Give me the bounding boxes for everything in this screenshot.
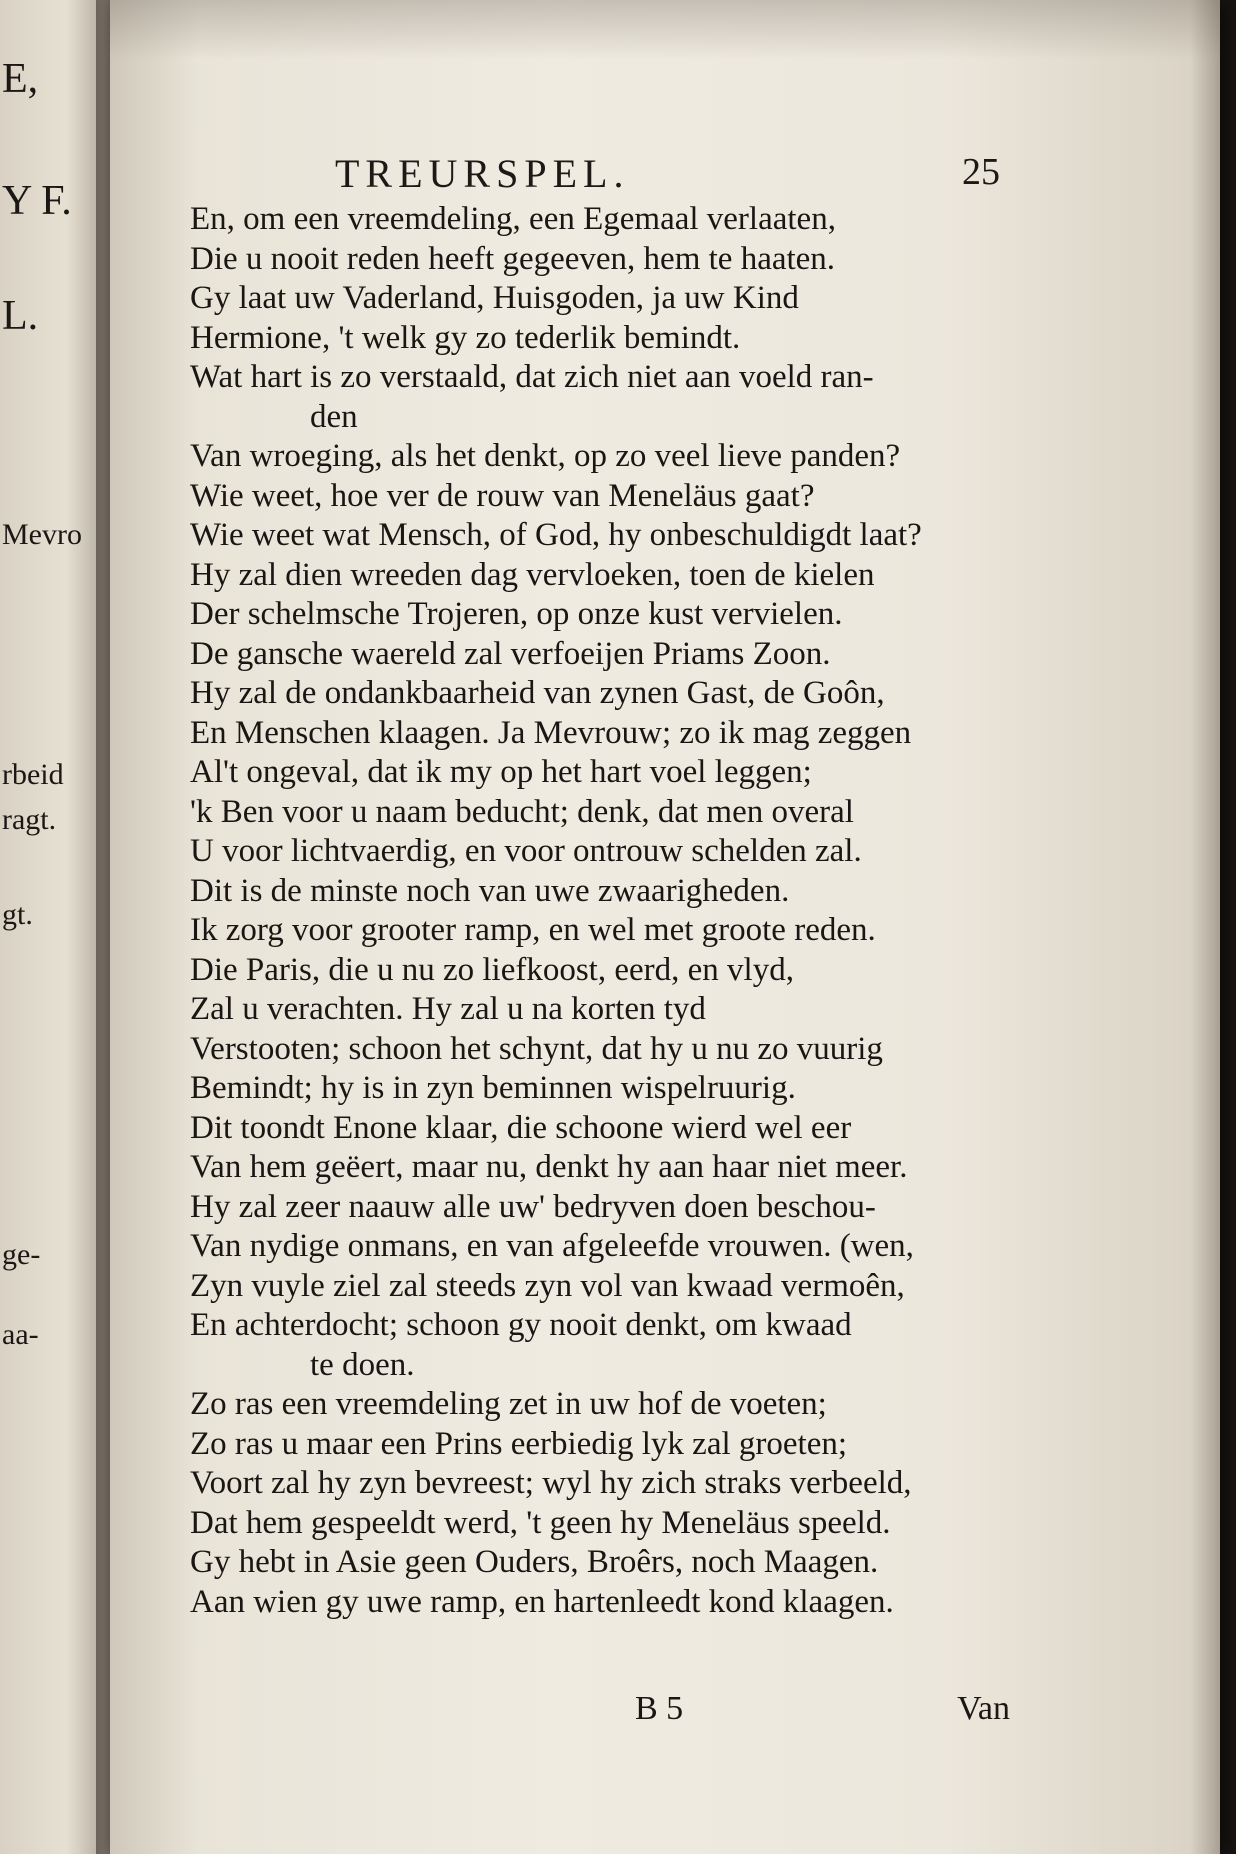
verse-line: Hy zal de ondankbaarheid van zynen Gast, de Goôn,	[190, 675, 885, 711]
verse-line: Hermione, 't welk gy zo tederlik bemindt.	[190, 319, 741, 356]
verse-line: Wie weet wat Mensch, of God, hy onbeschuldigdt laat?	[190, 517, 922, 553]
verse-line: Dat hem gespeeldt werd, 't geen hy Meneläus speeld.	[190, 1504, 891, 1541]
page-header	[155, 150, 1000, 200]
verse-line: Verstooten; schoon het schynt, dat hy u nu zo vuurig	[190, 1030, 883, 1067]
verse-line: Dit is de minste noch van uwe zwaarigheden.	[190, 872, 790, 909]
left-fragment: L.	[2, 293, 39, 339]
page-footer	[190, 1690, 1010, 1730]
verse-line: U voor lichtvaerdig, en voor ontrouw schelden zal.	[190, 833, 862, 869]
left-fragment: ge-	[2, 1238, 41, 1271]
verse-line: Ik zorg voor grooter ramp, en wel met groote reden.	[190, 912, 876, 948]
left-fragment: Y F.	[2, 178, 72, 224]
verse-text	[190, 200, 1010, 1622]
left-fragment: gt.	[2, 898, 33, 931]
catchword: Van	[957, 1690, 1010, 1727]
verse-line: Van nydige onmans, en van afgeleefde vrouwen. (wen,	[190, 1228, 914, 1264]
left-fragment: Mevro	[2, 518, 82, 551]
verse-line: Zal u verachten. Hy zal u na korten tyd	[190, 991, 706, 1027]
verse-line: Der schelmsche Trojeren, op onze kust vervielen.	[190, 596, 843, 632]
page-top-shadow	[110, 0, 1220, 60]
verse-line-continuation: den	[310, 398, 358, 435]
verse-line: Wat hart is zo verstaald, dat zich niet aan voeld ran-	[190, 359, 874, 395]
verse-line: Gy hebt in Asie geen Ouders, Broêrs, noch Maagen.	[190, 1544, 879, 1580]
verse-line: Zyn vuyle ziel zal steeds zyn vol van kwaad vermoên,	[190, 1267, 905, 1304]
verse-line: Van hem geëert, maar nu, denkt hy aan haar niet meer.	[190, 1149, 908, 1185]
verse-line: De gansche waereld zal verfoeijen Priams Zoon.	[190, 635, 831, 672]
verse-line: Al't ongeval, dat ik my op het hart voel leggen;	[190, 754, 812, 790]
verse-line: Aan wien gy uwe ramp, en hartenleedt kond klaagen.	[190, 1583, 894, 1620]
verse-line: Wie weet, hoe ver de rouw van Meneläus gaat?	[190, 477, 815, 514]
running-title: TREURSPEL.	[335, 151, 630, 196]
verse-line: En, om een vreemdeling, een Egemaal verlaaten,	[190, 201, 836, 237]
verse-line: Die Paris, die u nu zo liefkoost, eerd, en vlyd,	[190, 951, 794, 988]
left-fragment: E,	[2, 56, 39, 102]
verse-line: Zo ras u maar een Prins eerbiedig lyk zal groeten;	[190, 1425, 848, 1462]
verse-line: Voort zal hy zyn bevreest; wyl hy zich straks verbeeld,	[190, 1465, 912, 1501]
page-number: 25	[962, 151, 1000, 193]
signature-mark: B 5	[635, 1690, 684, 1727]
verse-line-continuation: te doen.	[310, 1346, 415, 1383]
verse-line: Bemindt; hy is in zyn beminnen wispelruurig.	[190, 1070, 796, 1106]
verse-line: Hy zal zeer naauw alle uw' bedryven doen beschou-	[190, 1188, 876, 1225]
left-fragment: aa-	[2, 1318, 39, 1351]
verse-line: 'k Ben voor u naam beducht; denk, dat men overal	[190, 793, 854, 830]
page-right-edge	[1190, 0, 1220, 1854]
left-fragment: rbeid	[2, 758, 64, 791]
verse-line: En achterdocht; schoon gy nooit denkt, om kwaad	[190, 1307, 852, 1343]
verse-line: Gy laat uw Vaderland, Huisgoden, ja uw Kind	[190, 280, 799, 316]
verse-line: Die u nooit reden heeft gegeeven, hem te haaten.	[190, 240, 836, 277]
verse-line: Zo ras een vreemdeling zet in uw hof de voeten;	[190, 1386, 827, 1422]
verse-line: En Menschen klaagen. Ja Mevrouw; zo ik mag zeggen	[190, 714, 912, 751]
verse-line: Dit toondt Enone klaar, die schoone wierd wel eer	[190, 1109, 852, 1146]
verse-line: Hy zal dien wreeden dag vervloeken, toen de kielen	[190, 556, 875, 593]
verse-line: Van wroeging, als het denkt, op zo veel lieve panden?	[190, 438, 901, 474]
left-fragment: ragt.	[2, 803, 57, 836]
